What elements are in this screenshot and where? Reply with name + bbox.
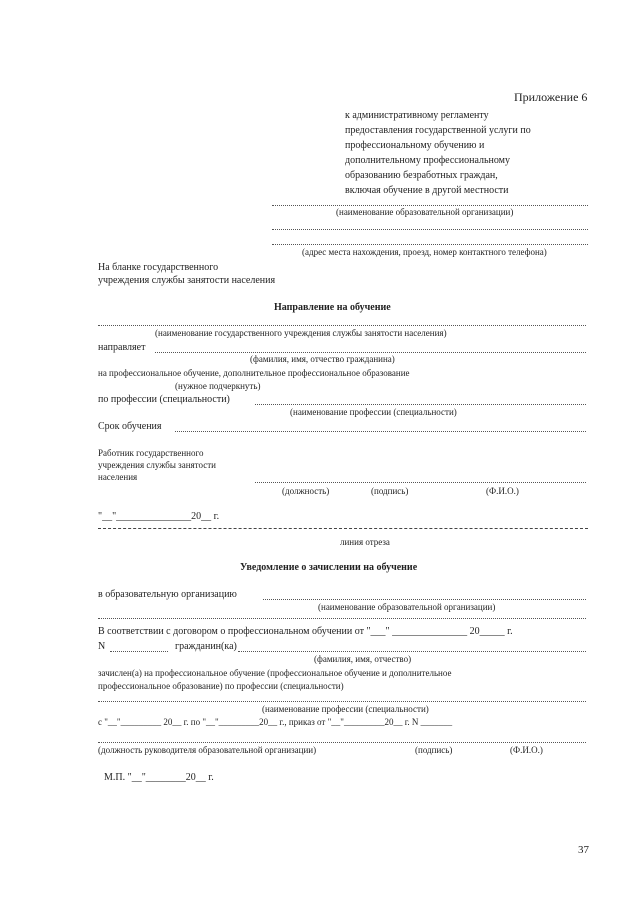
org-extra-line[interactable] <box>98 618 586 619</box>
citizen-label: гражданин(ка) <box>175 641 237 652</box>
profession-label: по профессии (специальности) <box>98 394 230 405</box>
appendix-line-6: включая обучение в другой местности <box>345 185 509 196</box>
blank-note-line-1: На бланке государственного <box>98 262 219 273</box>
notice-profession-line[interactable] <box>98 701 586 702</box>
notice-profession-caption: (наименование профессии (специальности) <box>262 704 429 714</box>
term-label: Срок обучения <box>98 421 162 432</box>
stamp-date-line[interactable]: М.П. "__"________20__ г. <box>104 772 214 783</box>
worker-signature-line[interactable] <box>255 482 586 483</box>
contract-number-line[interactable] <box>110 651 168 652</box>
citizen-fio-line[interactable] <box>155 352 586 353</box>
agency-line[interactable] <box>98 325 586 326</box>
appendix-line-3: профессиональному обучению и <box>345 140 485 151</box>
to-org-line[interactable] <box>263 599 586 600</box>
sig-signature-caption: (подпись) <box>371 486 409 496</box>
org-name-line[interactable] <box>272 205 588 206</box>
referral-title: Направление на обучение <box>274 302 391 313</box>
page-number: 37 <box>578 844 589 856</box>
profession-line[interactable] <box>255 404 586 405</box>
appendix-line-5: образованию безработных граждан, <box>345 170 498 181</box>
head-caption: (должность руководителя образовательной организации) <box>98 745 317 755</box>
education-type-text: на профессиональное обучение, дополнительное профессиональное образование <box>98 368 410 378</box>
contract-line[interactable]: В соответствии с договором о профессиональном обучении от "___" _______________ 20_____ г. <box>98 626 513 637</box>
org-name-caption: (наименование образовательной организации) <box>336 207 514 217</box>
enrolled-line-1: зачислен(а) на профессиональное обучение (профессиональное обучение и дополнительное <box>98 668 452 678</box>
org-name-line-2[interactable] <box>272 229 588 230</box>
agency-caption: (наименование государственного учреждения службы занятости населения) <box>155 328 447 338</box>
to-org-label: в образовательную организацию <box>98 589 237 600</box>
appendix-line-4: дополнительному профессиональному <box>345 155 511 166</box>
address-line[interactable] <box>272 244 588 245</box>
head-signature-line[interactable] <box>98 742 586 743</box>
appendix-line-1: к административному регламенту <box>345 110 489 121</box>
worker-line-1: Работник государственного <box>98 448 204 458</box>
referral-date-line[interactable]: "__"_______________20__ г. <box>98 511 220 522</box>
notice-fio-sig-caption: (Ф.И.О.) <box>510 745 543 755</box>
sends-label: направляет <box>98 342 146 353</box>
enrolled-line-2: профессиональное образование) по профессии (специальности) <box>98 681 344 691</box>
to-org-caption: (наименование образовательной организации) <box>318 602 496 612</box>
term-line[interactable] <box>175 431 586 432</box>
n-label: N <box>98 641 106 652</box>
appendix-line-2: предоставления государственной услуги по <box>345 125 531 136</box>
worker-line-2: учреждения службы занятости <box>98 460 216 470</box>
period-line[interactable]: с "__"_________ 20__ г. по "__"_________20__ г., приказ от "__"_________20__ г. N _______ <box>98 717 453 727</box>
address-caption: (адрес места нахождения, проезд, номер контактного телефона) <box>302 247 547 257</box>
citizen-fio-caption: (фамилия, имя, отчество гражданина) <box>250 354 395 364</box>
sig-position-caption: (должность) <box>282 486 330 496</box>
cut-line-caption: линия отреза <box>340 537 390 547</box>
citizen-line[interactable] <box>238 651 586 652</box>
blank-note-line-2: учреждения службы занятости населения <box>98 275 276 286</box>
notice-title: Уведомление о зачислении на обучение <box>240 562 418 573</box>
worker-line-3: населения <box>98 472 138 482</box>
profession-caption: (наименование профессии (специальности) <box>290 407 457 417</box>
sig-fio-caption: (Ф.И.О.) <box>486 486 519 496</box>
notice-sig-caption: (подпись) <box>415 745 453 755</box>
underline-caption: (нужное подчеркнуть) <box>175 381 261 391</box>
appendix-title: Приложение 6 <box>514 90 588 104</box>
cut-line <box>98 528 588 529</box>
notice-fio-caption: (фамилия, имя, отчество) <box>314 654 412 664</box>
